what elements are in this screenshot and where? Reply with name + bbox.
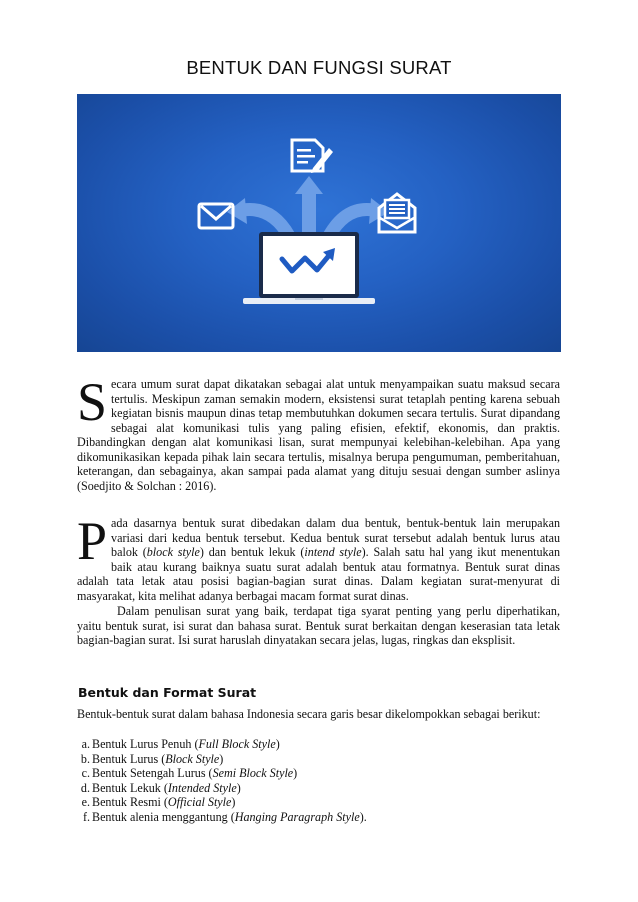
list-item-suffix: ) xyxy=(219,751,224,766)
italic-term: intend style xyxy=(304,545,362,560)
italic-term: Official Style xyxy=(167,795,232,810)
list-item xyxy=(0,752,638,767)
drop-cap: S xyxy=(77,372,108,432)
list-item-suffix: ). xyxy=(359,809,367,824)
list-item-text: Bentuk alenia menggantung ( xyxy=(92,809,235,824)
list-marker: b. xyxy=(80,751,90,766)
italic-term: Full Block Style xyxy=(198,737,276,751)
list-item xyxy=(0,795,638,810)
list-item-text: Bentuk Lekuk ( xyxy=(92,780,168,795)
paragraph-intro xyxy=(77,372,560,493)
list-item-suffix: ) xyxy=(231,795,236,810)
list-item-suffix: ) xyxy=(275,737,280,751)
list-item xyxy=(0,810,638,825)
paragraph-forms xyxy=(77,511,561,603)
paragraph-text: ) dan bentuk lekuk ( xyxy=(199,545,305,560)
hero-illustration xyxy=(77,94,561,352)
italic-term: Intended Style xyxy=(167,780,237,795)
laptop-icon xyxy=(243,232,375,304)
italic-term: Block Style xyxy=(165,751,220,766)
list-marker: e. xyxy=(81,795,90,810)
paragraph-text: ecara umum surat dapat dikatakan sebagai alat untuk menyampaikan suatu maksud secara tertulis. Meskipun zaman semakin modern, eksistensi surat tetaplah penting karena sebuah kegiatan bisnis maupun dinas tetap membutuhkan dokumen secara tertulis. Surat dipandang sebagai alat komunikasi tulis yang paling efisien, efektif, ekonomis, dan praktis. Dibandingkan dengan alat komunikasi lisan, surat mempunyai kelebihan-kelebihan. Apa yang dikomunikasikan kepada pihak lain secara tertulis, misalnya berupa pengumuman, pemberitahuan, keterangan, dan sebagainya, akan sampai pada alamat yang dituju sesuai dengan sumber aslinya (Soedjito & Solchan : 2016). xyxy=(77,377,560,493)
list-item xyxy=(0,781,638,796)
list-item-suffix: ) xyxy=(236,780,241,795)
document-edit-icon xyxy=(292,140,333,173)
list-item-text: Bentuk Lurus Penuh ( xyxy=(92,737,199,751)
list-marker: c. xyxy=(81,766,90,781)
arrow-left-head-icon xyxy=(227,198,247,224)
italic-term: block style xyxy=(146,545,200,560)
list-item xyxy=(0,737,638,752)
list-marker: d. xyxy=(80,780,90,795)
list-marker: f. xyxy=(82,809,90,824)
arrow-up-icon xyxy=(295,176,323,234)
section-heading: Bentuk dan Format Surat xyxy=(78,685,257,700)
paragraph-text: ). Salah satu hal yang ikut menentukan baik atau kurang baiknya suatu surat adalah bentuk atau formatnya. Bentuk surat dinas adalah tata letak atau posisi bagian-bagian surat dinas. Dalam kegiatan surat-menyurat di masyarakat, kita melihat adanya berbagai macam format surat dinas. xyxy=(77,545,561,603)
page-title: BENTUK DAN FUNGSI SURAT xyxy=(186,57,452,78)
list-item-text: Bentuk Resmi ( xyxy=(92,795,168,810)
open-envelope-icon xyxy=(379,194,415,232)
envelope-icon xyxy=(199,204,233,228)
list-marker: a. xyxy=(81,737,90,751)
list-item-text: Bentuk Lurus ( xyxy=(92,751,166,766)
section-intro: Bentuk-bentuk surat dalam bahasa Indonesia secara garis besar dikelompokkan sebagai berikut: xyxy=(77,707,541,721)
paragraph-text: ada dasarnya bentuk surat dibedakan dalam dua bentuk, bentuk-bentuk lain merupakan variasi dari kedua bentuk tersebut. Kedua bentuk surat tersebut adalah bentuk lurus atau balok ( xyxy=(111,516,560,560)
list-item-text: Bentuk Setengah Lurus ( xyxy=(92,766,213,781)
drop-cap: P xyxy=(77,511,108,571)
letter-forms-list xyxy=(0,737,638,825)
italic-term: Hanging Paragraph Style xyxy=(234,809,360,824)
list-item-suffix: ) xyxy=(293,766,298,781)
italic-term: Semi Block Style xyxy=(212,766,294,781)
list-item xyxy=(0,766,638,781)
paragraph-requirements: Dalam penulisan surat yang baik, terdapat tiga syarat penting yang perlu diperhatikan, yaitu bentuk surat, isi surat dan bahasa surat. Bentuk surat berkaitan dengan keserasian tata letak bagian-bagian surat. Isi surat haruslah dinyatakan secara jelas, lugas, ringkas dan eksplisit. xyxy=(77,604,560,648)
